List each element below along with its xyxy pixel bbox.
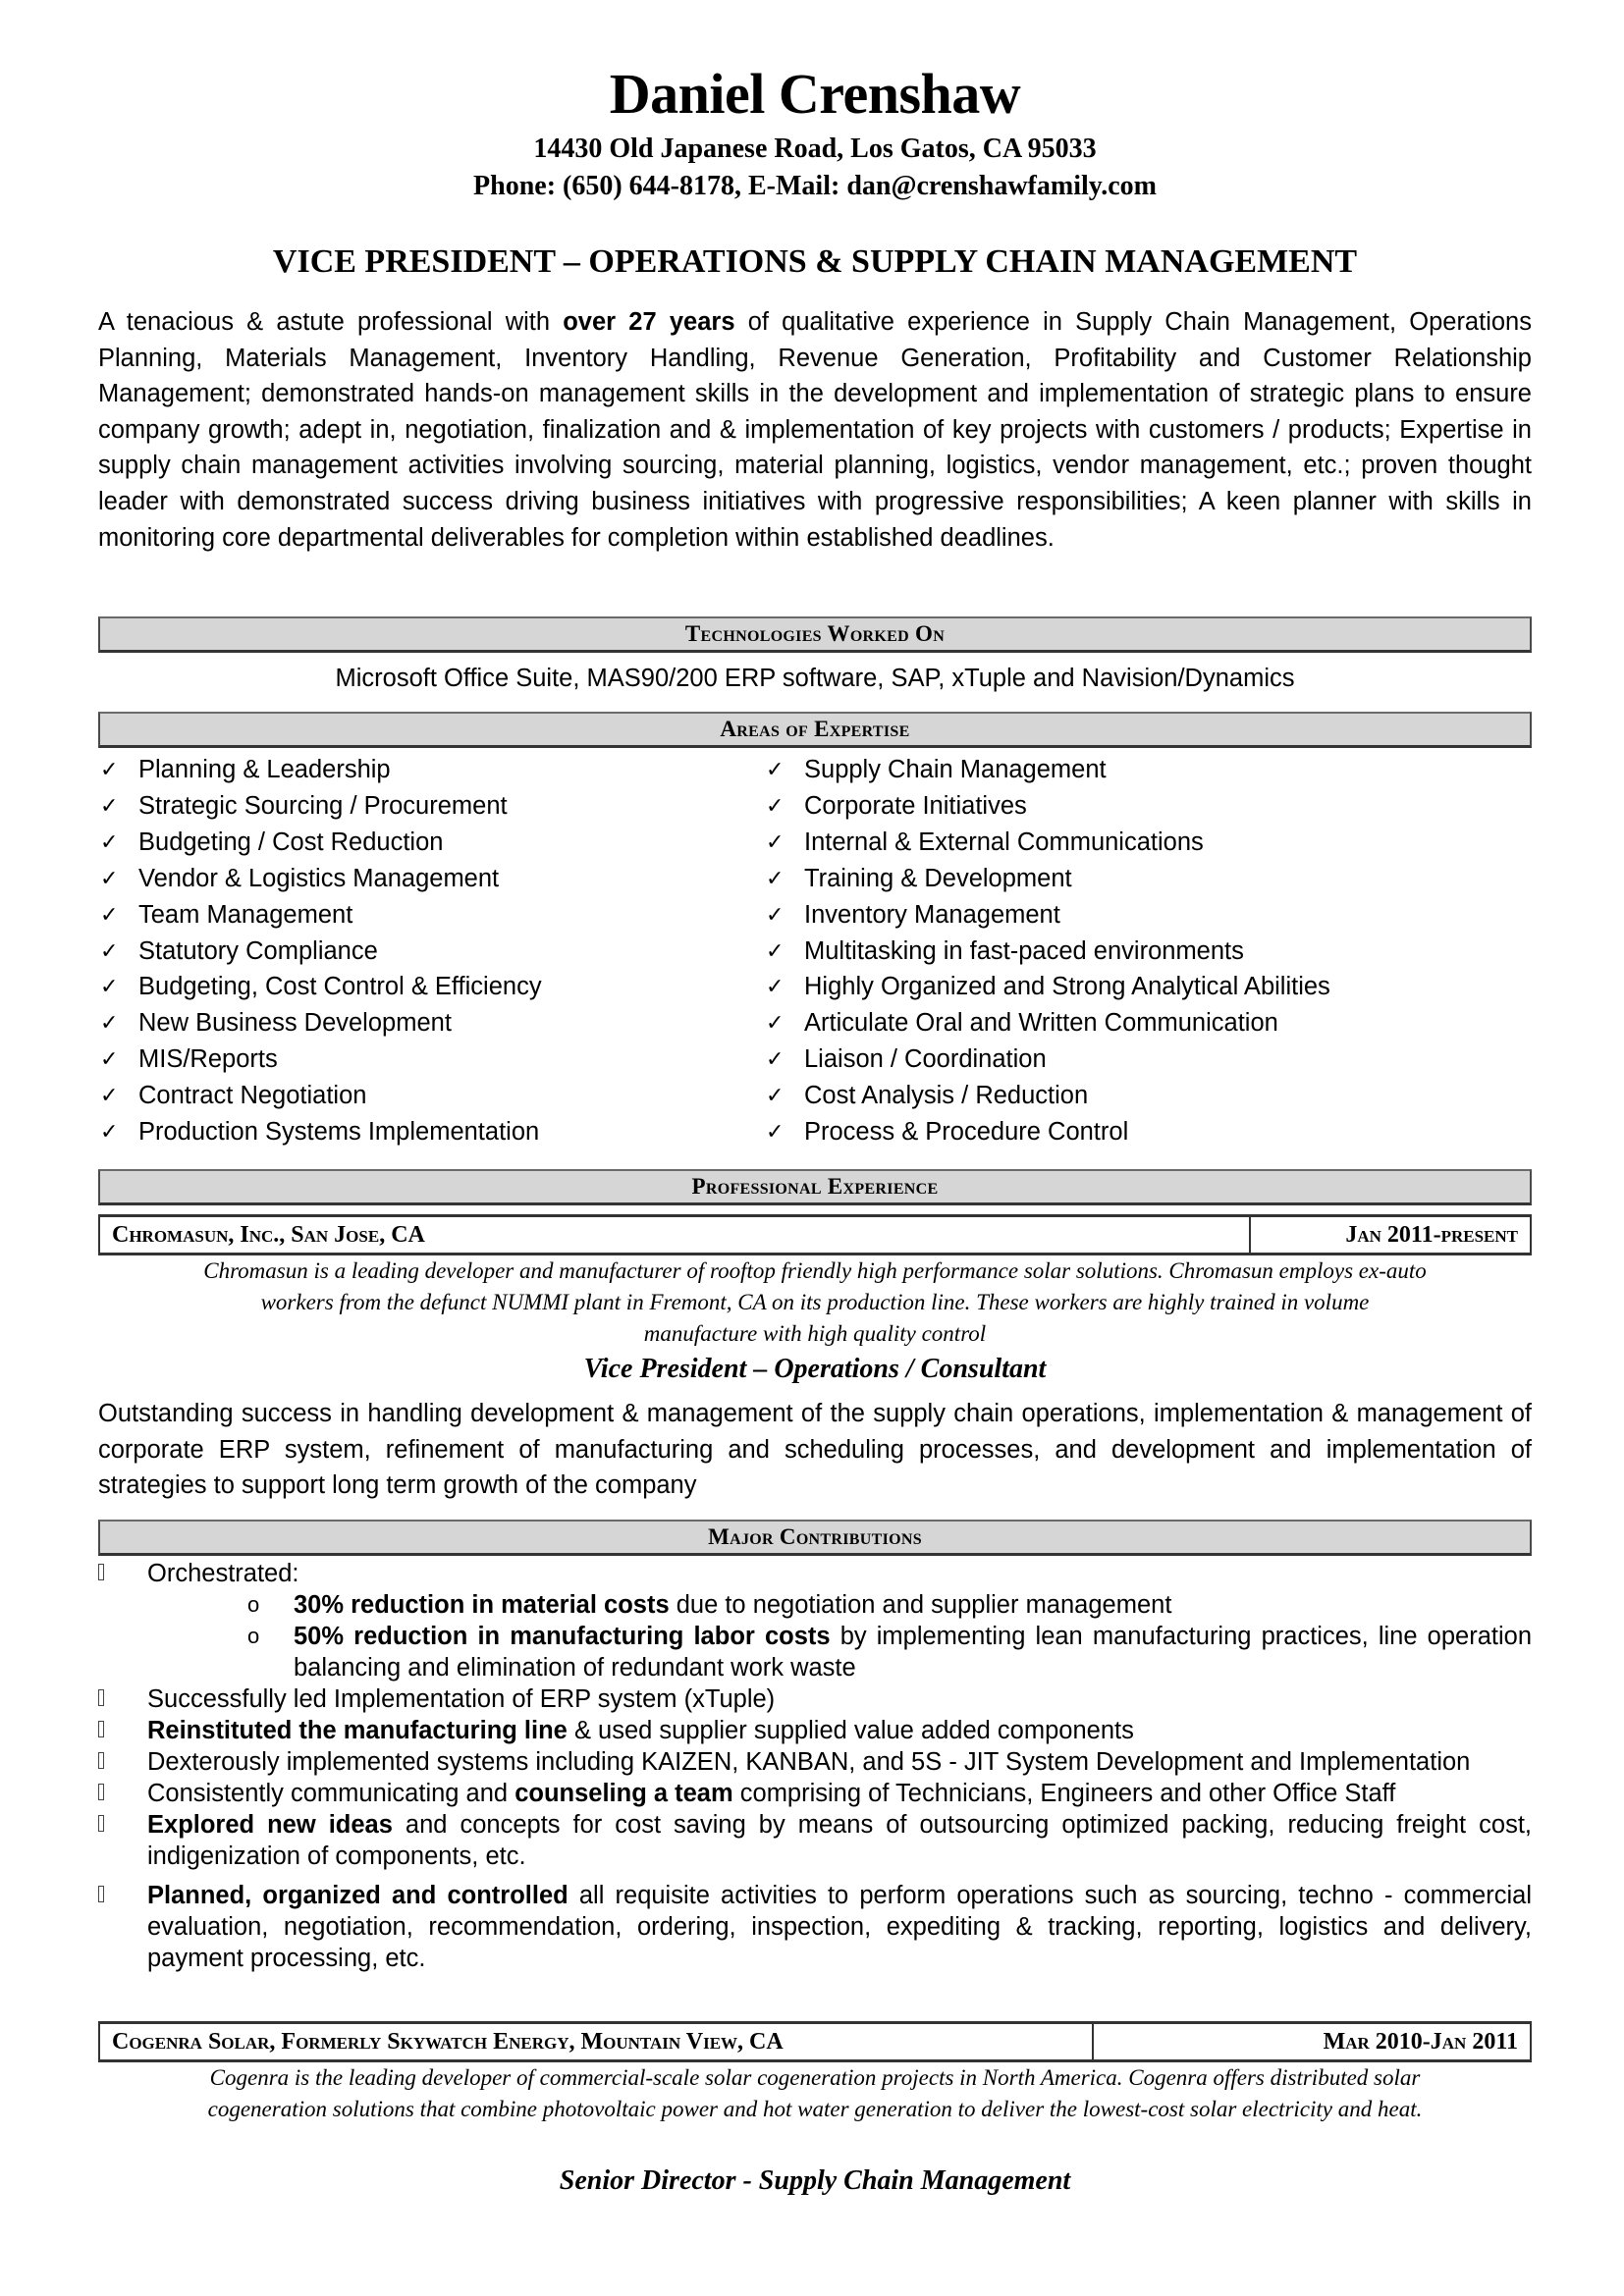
- contributions-list: [98, 1558, 1532, 1974]
- expertise-label: New Business Development: [138, 1009, 452, 1038]
- job-title: Vice President – Operations / Consultant: [583, 1354, 1047, 1384]
- expertise-item: [100, 897, 542, 934]
- contribution-highlight: counseling a team: [514, 1780, 733, 1807]
- expertise-item: [100, 825, 542, 861]
- contribution-item: [98, 1778, 1532, 1809]
- expertise-item: [766, 1041, 1330, 1078]
- contribution-item: [98, 1809, 1532, 1872]
- headline-title: VICE PRESIDENT – OPERATIONS & SUPPLY CHAIN MANAGEMENT: [272, 243, 1358, 280]
- company-description-line: workers from the defunct NUMMI plant in Fremont, CA on its production line. These workers are highly trained in volume: [260, 1290, 1370, 1314]
- expertise-list-right: [766, 752, 1330, 1150]
- expertise-item: [100, 969, 542, 1005]
- contribution-highlight: 50% reduction in manufacturing labor costs: [294, 1623, 831, 1650]
- contribution-item: [98, 1880, 1532, 1974]
- checkmark-icon: ✓: [766, 757, 785, 781]
- professional-summary: [98, 304, 1532, 556]
- bullet-icon: [98, 1721, 104, 1737]
- checkmark-icon: ✓: [100, 865, 119, 890]
- expertise-label: Articulate Oral and Written Communication: [804, 1009, 1278, 1038]
- bullet-icon: [98, 1784, 104, 1800]
- checkmark-icon: ✓: [766, 937, 785, 963]
- expertise-label: Liaison / Coordination: [804, 1045, 1047, 1074]
- technologies-list: Microsoft Office Suite, MAS90/200 ERP software, SAP, xTuple and Navision/Dynamics: [335, 665, 1295, 692]
- summary-text: A tenacious & astute professional with: [98, 308, 564, 336]
- company-description-line: manufacture with high quality control: [643, 1321, 987, 1346]
- expertise-label: Process & Procedure Control: [804, 1118, 1129, 1147]
- checkmark-icon: ✓: [766, 792, 785, 818]
- expertise-label: Corporate Initiatives: [804, 791, 1027, 820]
- checkmark-icon: ✓: [100, 792, 119, 818]
- checkmark-icon: ✓: [766, 901, 785, 927]
- expertise-label: Multitasking in fast-paced environments: [804, 936, 1244, 965]
- contribution-text: comprising of Technicians, Engineers and other Office Staff: [732, 1780, 1396, 1807]
- expertise-item: [100, 1005, 542, 1041]
- expertise-item: [100, 1114, 542, 1150]
- expertise-item: [766, 788, 1330, 825]
- bullet-icon: [98, 1752, 104, 1769]
- contribution-highlight: Reinstituted the manufacturing line: [147, 1717, 568, 1744]
- job-title: Senior Director - Supply Chain Management: [559, 2165, 1071, 2196]
- contribution-text: Consistently communicating and: [147, 1780, 515, 1807]
- job-header-cogenra: [98, 2021, 1532, 2062]
- address: 14430 Old Japanese Road, Los Gatos, CA 95033: [533, 133, 1097, 164]
- checkmark-icon: ✓: [100, 1119, 119, 1145]
- circle-bullet-icon: o: [247, 1592, 260, 1617]
- circle-bullet-icon: o: [247, 1624, 260, 1648]
- checkmark-icon: ✓: [766, 974, 785, 999]
- section-header-experience: Professional Experience: [98, 1169, 1532, 1205]
- expertise-label: Highly Organized and Strong Analytical Abilities: [804, 973, 1330, 1001]
- expertise-item: [766, 861, 1330, 897]
- contribution-text: Successfully led Implementation of ERP system (xTuple): [147, 1685, 776, 1713]
- expertise-item: [100, 861, 542, 897]
- summary-text: of qualitative experience in Supply Chain Management, Operations Planning, Materials Management, Inventory Handling, Revenue Generation, Profitability and Customer Relationship Management; demonstrated hands-on management skills in the development and implementation of strategic plans to ensure company growth; adept in, negotiation, finalization and & implementation of key projects with customers / products; Expertise in supply chain management activities involving sourcing, material planning, logistics, vendor management, etc.; proven thought leader with demonstrated success driving business initiatives with progressive responsibilities; A keen planner with skills in monitoring core departmental deliverables for completion within established deadlines.: [98, 308, 1532, 552]
- contribution-item: [98, 1746, 1532, 1778]
- section-header-technologies: Technologies Worked On: [98, 616, 1532, 653]
- expertise-label: Budgeting / Cost Reduction: [138, 828, 444, 856]
- checkmark-icon: ✓: [100, 1010, 119, 1036]
- checkmark-icon: ✓: [100, 901, 119, 927]
- checkmark-icon: ✓: [100, 937, 119, 963]
- contribution-item: [98, 1715, 1532, 1746]
- company-name: Chromasun, Inc., San Jose, CA: [112, 1221, 425, 1248]
- company-description-line: Chromasun is a leading developer and manufacturer of rooftop friendly high performance solar solutions. Chromasun employs ex-auto: [203, 1258, 1427, 1283]
- expertise-item: [766, 934, 1330, 970]
- checkmark-icon: ✓: [100, 828, 119, 854]
- employment-dates: Mar 2010-Jan 2011: [1093, 2023, 1531, 2061]
- expertise-label: Statutory Compliance: [138, 936, 378, 965]
- candidate-name: Daniel Crenshaw: [609, 62, 1021, 126]
- section-header-expertise: Areas of Expertise: [98, 712, 1532, 748]
- expertise-label: Supply Chain Management: [804, 756, 1107, 783]
- contribution-text: all requisite activities to perform operations such as sourcing, techno - commercial evaluation, negotiation, recommendation, ordering, inspection, expediting & tracking, reporting, logistics and delivery, payment processing, etc.: [147, 1882, 1532, 1972]
- contribution-text: Orchestrated:: [147, 1560, 299, 1587]
- expertise-label: Cost Analysis / Reduction: [804, 1082, 1089, 1110]
- checkmark-icon: ✓: [100, 757, 119, 781]
- contribution-highlight: 30% reduction in material costs: [294, 1591, 670, 1619]
- expertise-label: Contract Negotiation: [138, 1082, 367, 1110]
- expertise-item: [766, 752, 1330, 788]
- checkmark-icon: ✓: [766, 865, 785, 890]
- expertise-list-left: [100, 752, 542, 1150]
- bullet-icon: [98, 1564, 104, 1580]
- expertise-item: [100, 1041, 542, 1078]
- contribution-item: [98, 1683, 1532, 1715]
- contribution-text: by implementing lean manufacturing practices, line operation balancing and elimination of redundant work waste: [294, 1623, 1532, 1682]
- expertise-item: [100, 1078, 542, 1114]
- bullet-icon: [98, 1886, 104, 1902]
- expertise-item: [766, 1078, 1330, 1114]
- checkmark-icon: ✓: [100, 974, 119, 999]
- expertise-label: Budgeting, Cost Control & Efficiency: [138, 973, 542, 1001]
- checkmark-icon: ✓: [100, 1046, 119, 1072]
- checkmark-icon: ✓: [766, 1010, 785, 1036]
- company-name: Cogenra Solar, Formerly Skywatch Energy, Mountain View, CA: [112, 2028, 784, 2055]
- expertise-item: [766, 1114, 1330, 1150]
- expertise-label: MIS/Reports: [138, 1045, 278, 1074]
- checkmark-icon: ✓: [766, 1119, 785, 1145]
- expertise-label: Planning & Leadership: [138, 756, 391, 783]
- checkmark-icon: ✓: [766, 1046, 785, 1072]
- section-header-contributions: Major Contributions: [98, 1520, 1532, 1556]
- employment-dates: Jan 2011-present: [1250, 1216, 1531, 1255]
- company-description: [98, 2062, 1532, 2125]
- contribution-subitem: [147, 1621, 1532, 1683]
- bullet-icon: [98, 1815, 104, 1832]
- expertise-item: [766, 969, 1330, 1005]
- contribution-text: and concepts for cost saving by means of outsourcing optimized packing, reducing freight cost, indigenization of components, etc.: [147, 1811, 1532, 1870]
- contribution-text: Dexterously implemented systems including KAIZEN, KANBAN, and 5S - JIT System Development and Implementation: [147, 1748, 1471, 1776]
- checkmark-icon: ✓: [766, 828, 785, 854]
- contribution-text: due to negotiation and supplier management: [669, 1591, 1172, 1619]
- expertise-item: [100, 788, 542, 825]
- checkmark-icon: ✓: [766, 1083, 785, 1108]
- expertise-item: [100, 752, 542, 788]
- checkmark-icon: ✓: [100, 1083, 119, 1108]
- contribution-text: & used supplier supplied value added components: [567, 1717, 1134, 1744]
- expertise-label: Production Systems Implementation: [138, 1118, 540, 1147]
- contribution-highlight: Planned, organized and controlled: [147, 1882, 568, 1909]
- expertise-label: Internal & External Communications: [804, 828, 1204, 856]
- role-description: Outstanding success in handling development & management of the supply chain operations, implementation & management of corporate ERP system, refinement of manufacturing and scheduling processes, and development and implementation of strategies to support long term growth of the company: [98, 1400, 1532, 1500]
- company-description-line: Cogenra is the leading developer of commercial-scale solar cogeneration projects in North America. Cogenra offers distributed solar: [209, 2065, 1421, 2090]
- expertise-label: Vendor & Logistics Management: [138, 864, 500, 892]
- expertise-label: Team Management: [138, 900, 353, 929]
- contribution-subitem: [147, 1589, 1532, 1621]
- contribution-highlight: Explored new ideas: [147, 1811, 393, 1839]
- expertise-label: Strategic Sourcing / Procurement: [138, 791, 508, 820]
- contact-line: Phone: (650) 644-8178, E-Mail: dan@crenshawfamily.com: [473, 171, 1157, 201]
- expertise-item: [766, 897, 1330, 934]
- expertise-item: [766, 825, 1330, 861]
- expertise-label: Training & Development: [804, 864, 1072, 892]
- expertise-item: [766, 1005, 1330, 1041]
- bullet-icon: [98, 1689, 104, 1706]
- job-header-chromasun: [98, 1214, 1532, 1255]
- contribution-sublist: [147, 1589, 1532, 1683]
- company-description-line: cogeneration solutions that combine photovoltaic power and hot water generation to deliver the lowest-cost solar electricity and heat.: [207, 2097, 1423, 2121]
- contribution-item: [98, 1558, 1532, 1683]
- company-description: [98, 1255, 1532, 1350]
- expertise-item: [100, 934, 542, 970]
- expertise-label: Inventory Management: [804, 900, 1060, 929]
- summary-highlight: over 27 years: [563, 308, 735, 336]
